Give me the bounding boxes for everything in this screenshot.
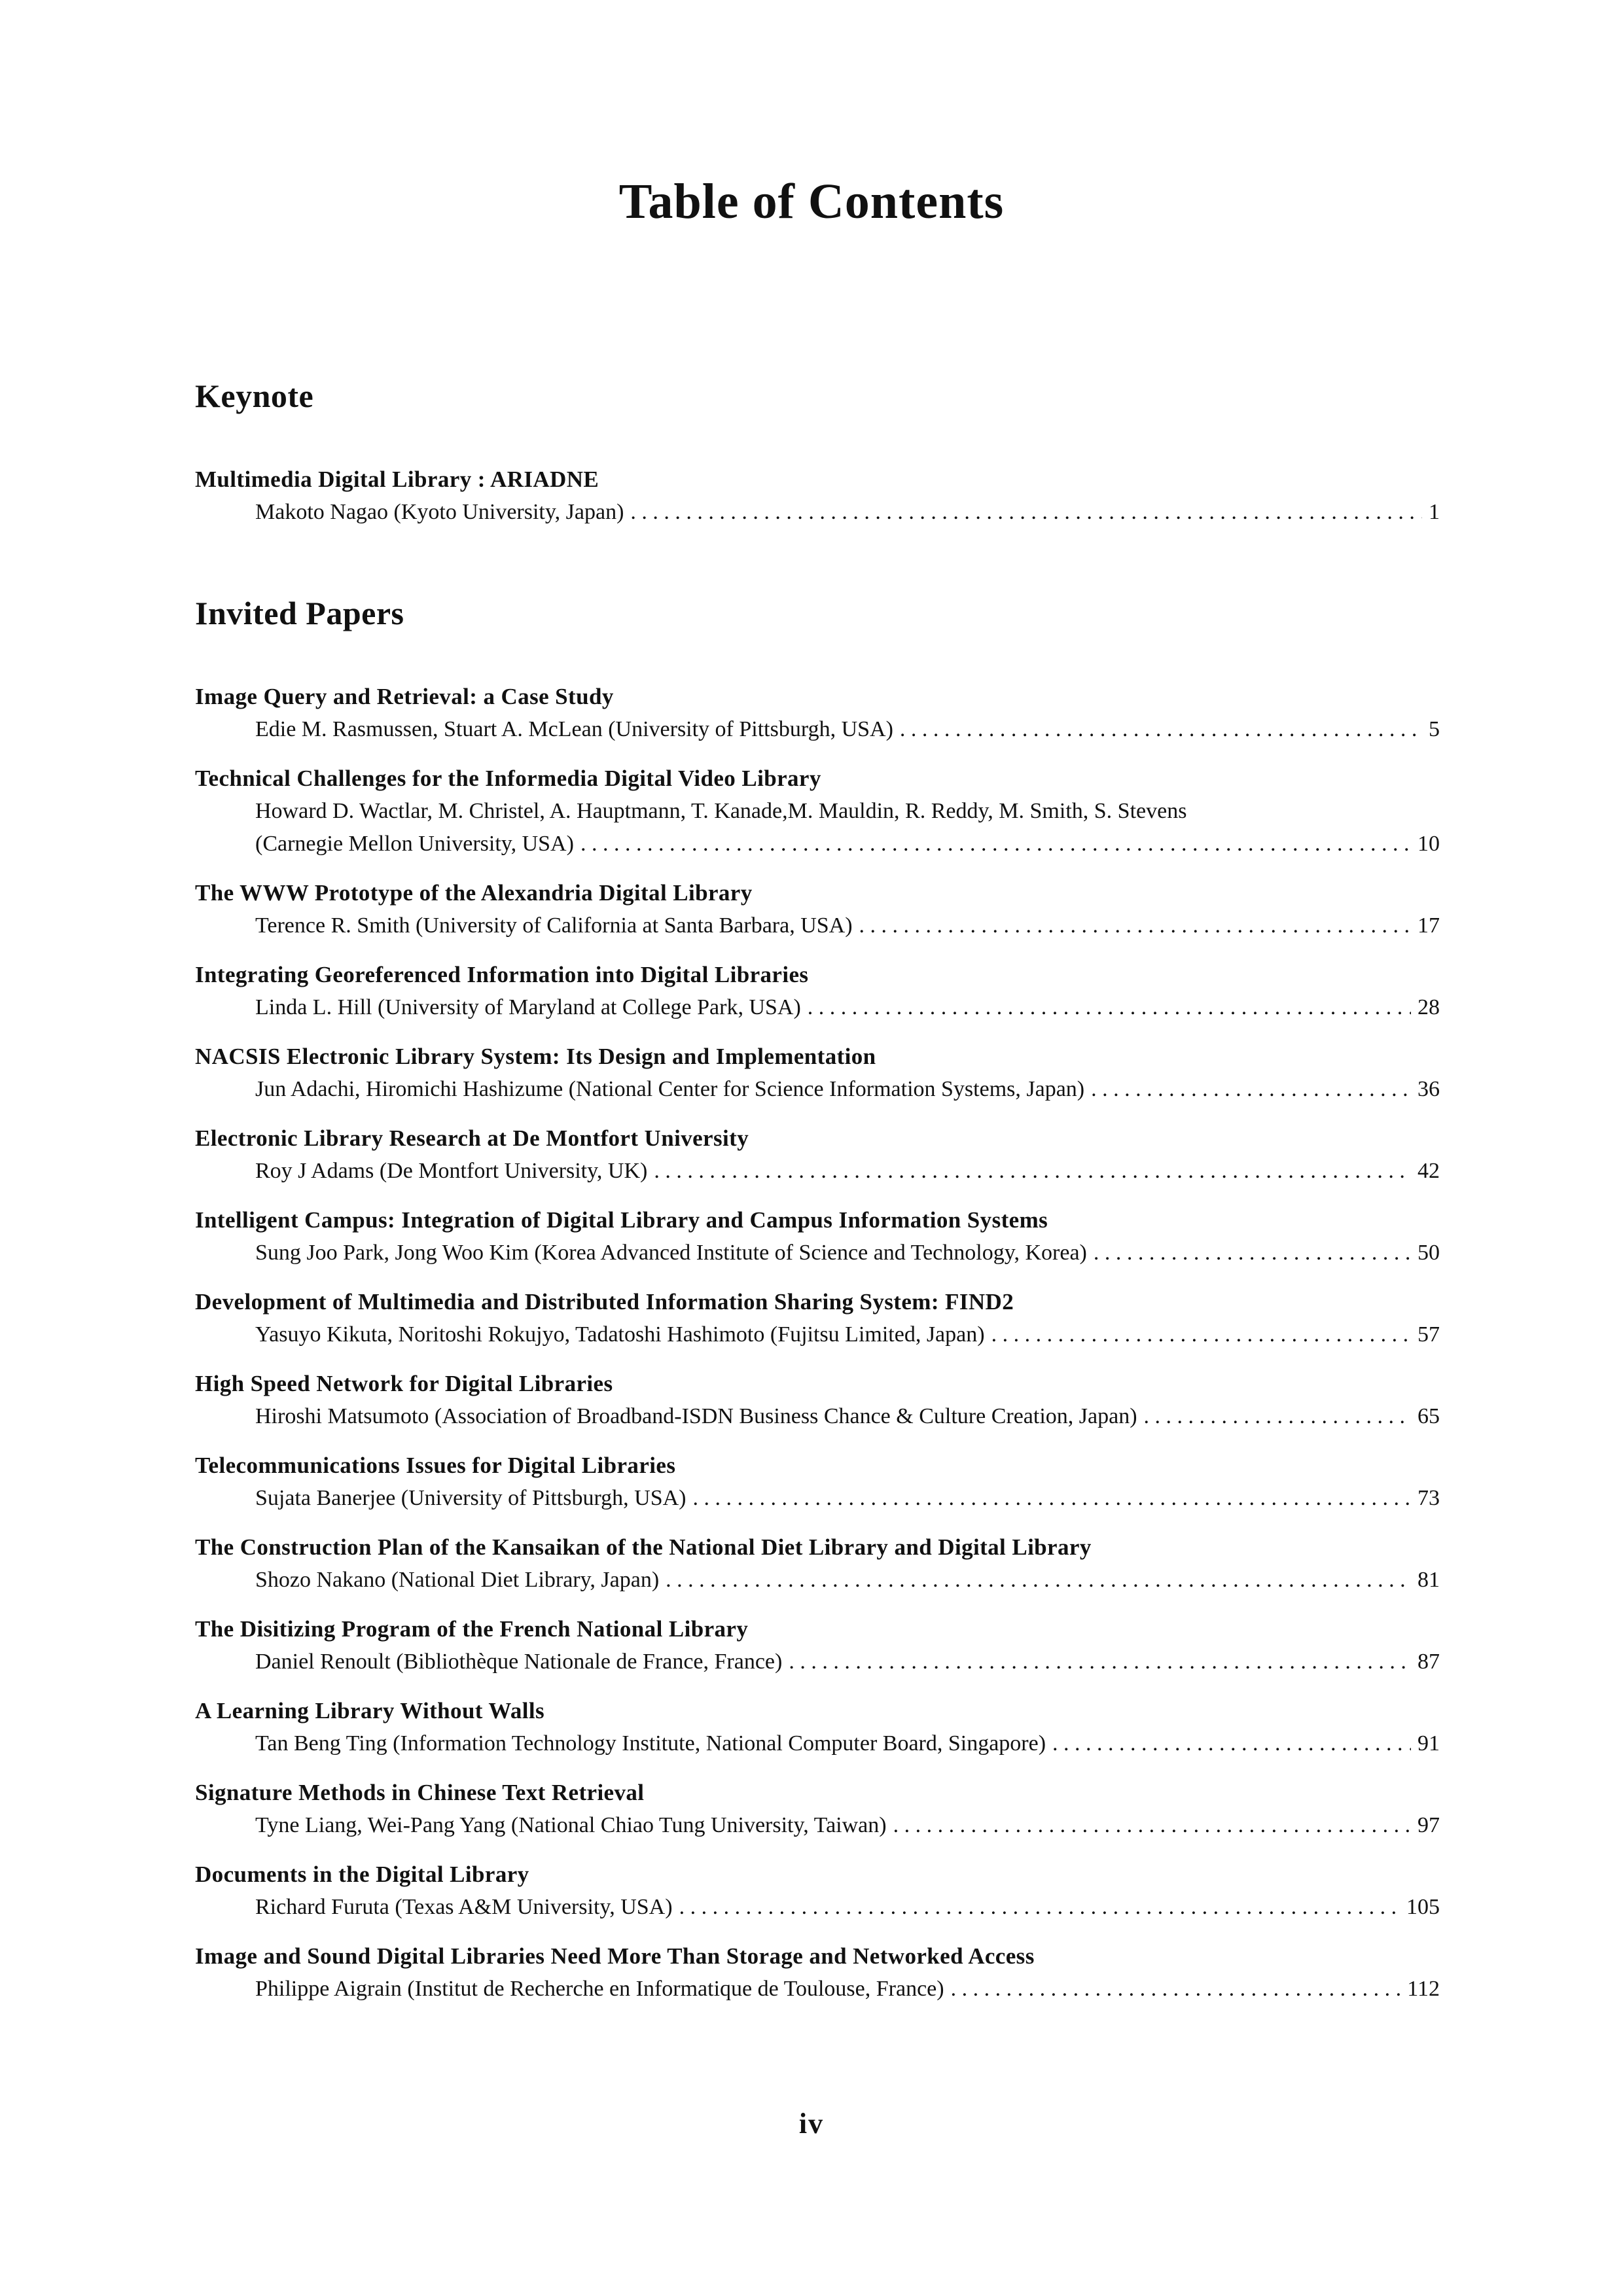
entry-title: Intelligent Campus: Integration of Digital Library and Campus Information Systems (195, 1207, 1048, 1233)
dot-leader (666, 1564, 1411, 1597)
entry-page-number: 87 (1418, 1650, 1440, 1674)
entry-authors: Richard Furuta (Texas A&M University, USA) (255, 1895, 673, 1919)
entry-authors: Roy J Adams (De Montfort University, UK) (255, 1159, 648, 1183)
toc-entry (195, 1368, 1440, 1433)
entry-page-number: 17 (1418, 913, 1440, 938)
entry-page-number: 91 (1418, 1731, 1440, 1756)
entry-page-number: 97 (1418, 1813, 1440, 1837)
entry-title: Documents in the Digital Library (195, 1862, 529, 1887)
entry-page-number: 81 (1418, 1568, 1440, 1592)
dot-leader (654, 1155, 1411, 1188)
entry-authors: Yasuyo Kikuta, Noritoshi Rokujyo, Tadatoshi Hashimoto (Fujitsu Limited, Japan) (255, 1322, 985, 1347)
dot-leader (1091, 1073, 1411, 1106)
entry-author-line (255, 991, 1440, 1024)
entry-authors: (Carnegie Mellon University, USA) (255, 832, 574, 856)
toc-entry (195, 1858, 1440, 1924)
toc-entry (195, 1695, 1440, 1760)
entry-title: Integrating Georeferenced Information into Digital Libraries (195, 962, 809, 987)
dot-leader (693, 1482, 1411, 1515)
keynote-entries (195, 463, 1440, 545)
entry-author-line (255, 1400, 1440, 1433)
entry-authors: Hiroshi Matsumoto (Association of Broadband-ISDN Business Chance & Culture Creation, Japan) (255, 1404, 1137, 1428)
entry-authors: Terence R. Smith (University of California at Santa Barbara, USA) (255, 913, 853, 938)
entry-authors: Sung Joo Park, Jong Woo Kim (Korea Advanced Institute of Science and Technology, Korea) (255, 1241, 1087, 1265)
entry-author-line (255, 1809, 1440, 1842)
entry-title: High Speed Network for Digital Libraries (195, 1371, 613, 1396)
toc-entry (195, 1122, 1440, 1188)
entry-authors: Makoto Nagao (Kyoto University, Japan) (255, 500, 624, 524)
entry-author-line (255, 1564, 1440, 1597)
toc-entry (195, 877, 1440, 942)
entry-authors: Daniel Renoult (Bibliothèque Nationale de France, France) (255, 1650, 783, 1674)
toc-entry (195, 1940, 1440, 2005)
entry-author-line (255, 1727, 1440, 1760)
entry-title: A Learning Library Without Walls (195, 1698, 545, 1723)
dot-leader (580, 828, 1411, 860)
section-heading-invited-papers: Invited Papers (195, 595, 404, 631)
dot-leader (1094, 1237, 1411, 1269)
toc-entry (195, 1531, 1440, 1597)
entry-author-line (255, 1891, 1440, 1924)
entry-author-line (255, 910, 1440, 942)
entry-author-line (255, 1155, 1440, 1188)
entry-author-line (255, 496, 1440, 529)
toc-entry (195, 1286, 1440, 1351)
entry-authors: Tyne Liang, Wei-Pang Yang (National Chiao Tung University, Taiwan) (255, 1813, 887, 1837)
dot-leader (900, 713, 1422, 746)
entry-authors: Philippe Aigrain (Institut de Recherche en Informatique de Toulouse, France) (255, 1977, 944, 2001)
page-number-footer: iv (798, 2108, 825, 2140)
entry-page-number: 5 (1429, 717, 1440, 741)
entry-author-line (255, 1973, 1440, 2005)
toc-entry (195, 1613, 1440, 1678)
entry-page-number: 112 (1407, 1977, 1440, 2001)
dot-leader (630, 496, 1422, 529)
entry-page-number: 105 (1406, 1895, 1440, 1919)
entry-page-number: 50 (1418, 1241, 1440, 1265)
toc-entry (195, 463, 1440, 529)
dot-leader (859, 910, 1411, 942)
entry-author-line (255, 1073, 1440, 1106)
entry-title: Telecommunications Issues for Digital Libraries (195, 1453, 676, 1478)
entry-title: Image Query and Retrieval: a Case Study (195, 684, 614, 709)
toc-entry (195, 1776, 1440, 1842)
entry-page-number: 57 (1418, 1322, 1440, 1347)
section-heading-keynote: Keynote (195, 378, 314, 414)
entry-title: Technical Challenges for the Informedia Digital Video Library (195, 766, 821, 791)
entry-page-number: 1 (1429, 500, 1440, 524)
entry-author-line (255, 1482, 1440, 1515)
toc-entry (195, 1449, 1440, 1515)
toc-entry (195, 959, 1440, 1024)
dot-leader (789, 1646, 1411, 1678)
dot-leader (808, 991, 1411, 1024)
entry-title: Image and Sound Digital Libraries Need More Than Storage and Networked Access (195, 1943, 1035, 1969)
entry-authors: Edie M. Rasmussen, Stuart A. McLean (University of Pittsburgh, USA) (255, 717, 893, 741)
entry-author-line (255, 1646, 1440, 1678)
entry-author-line (255, 713, 1440, 746)
page-title: Table of Contents (618, 174, 1005, 229)
toc-entry (195, 1040, 1440, 1106)
entry-page-number: 36 (1418, 1077, 1440, 1101)
entry-title: Electronic Library Research at De Montfort University (195, 1125, 749, 1151)
entry-author-line (255, 1237, 1440, 1269)
dot-leader (991, 1318, 1411, 1351)
entry-page-number: 10 (1418, 832, 1440, 856)
entry-authors: Jun Adachi, Hiromichi Hashizume (National Center for Science Information Systems, Japan) (255, 1077, 1085, 1101)
dot-leader (679, 1891, 1400, 1924)
toc-entry (195, 762, 1440, 860)
toc-entry (195, 680, 1440, 746)
entry-page-number: 42 (1418, 1159, 1440, 1183)
entry-page-number: 65 (1418, 1404, 1440, 1428)
entry-authors: Linda L. Hill (University of Maryland at College Park, USA) (255, 995, 801, 1019)
entry-title: The WWW Prototype of the Alexandria Digital Library (195, 880, 753, 906)
entry-authors: Tan Beng Ting (Information Technology Institute, National Computer Board, Singapore) (255, 1731, 1046, 1756)
entry-title: The Construction Plan of the Kansaikan of the National Diet Library and Digital Library (195, 1534, 1092, 1560)
entry-title: The Disitizing Program of the French National Library (195, 1616, 749, 1642)
entry-authors: Sujata Banerjee (University of Pittsburgh, USA) (255, 1486, 687, 1510)
dot-leader (1144, 1400, 1411, 1433)
entry-author-line (255, 828, 1440, 860)
entry-title: Development of Multimedia and Distributed Information Sharing System: FIND2 (195, 1289, 1014, 1315)
entry-title: NACSIS Electronic Library System: Its Design and Implementation (195, 1044, 876, 1069)
entry-title: Multimedia Digital Library : ARIADNE (195, 467, 599, 492)
dot-leader (893, 1809, 1411, 1842)
dot-leader (951, 1973, 1401, 2005)
dot-leader (1052, 1727, 1411, 1760)
toc-entry (195, 1204, 1440, 1269)
entry-page-number: 73 (1418, 1486, 1440, 1510)
entry-authors: Shozo Nakano (National Diet Library, Japan) (255, 1568, 660, 1592)
entry-page-number: 28 (1418, 995, 1440, 1019)
entry-authors-first-line: Howard D. Wactlar, M. Christel, A. Hauptmann, T. Kanade,M. Mauldin, R. Reddy, M. Smith, S. Stevens (255, 799, 1187, 823)
entry-author-line (255, 1318, 1440, 1351)
invited-entries (195, 680, 1440, 2022)
entry-title: Signature Methods in Chinese Text Retrieval (195, 1780, 645, 1805)
